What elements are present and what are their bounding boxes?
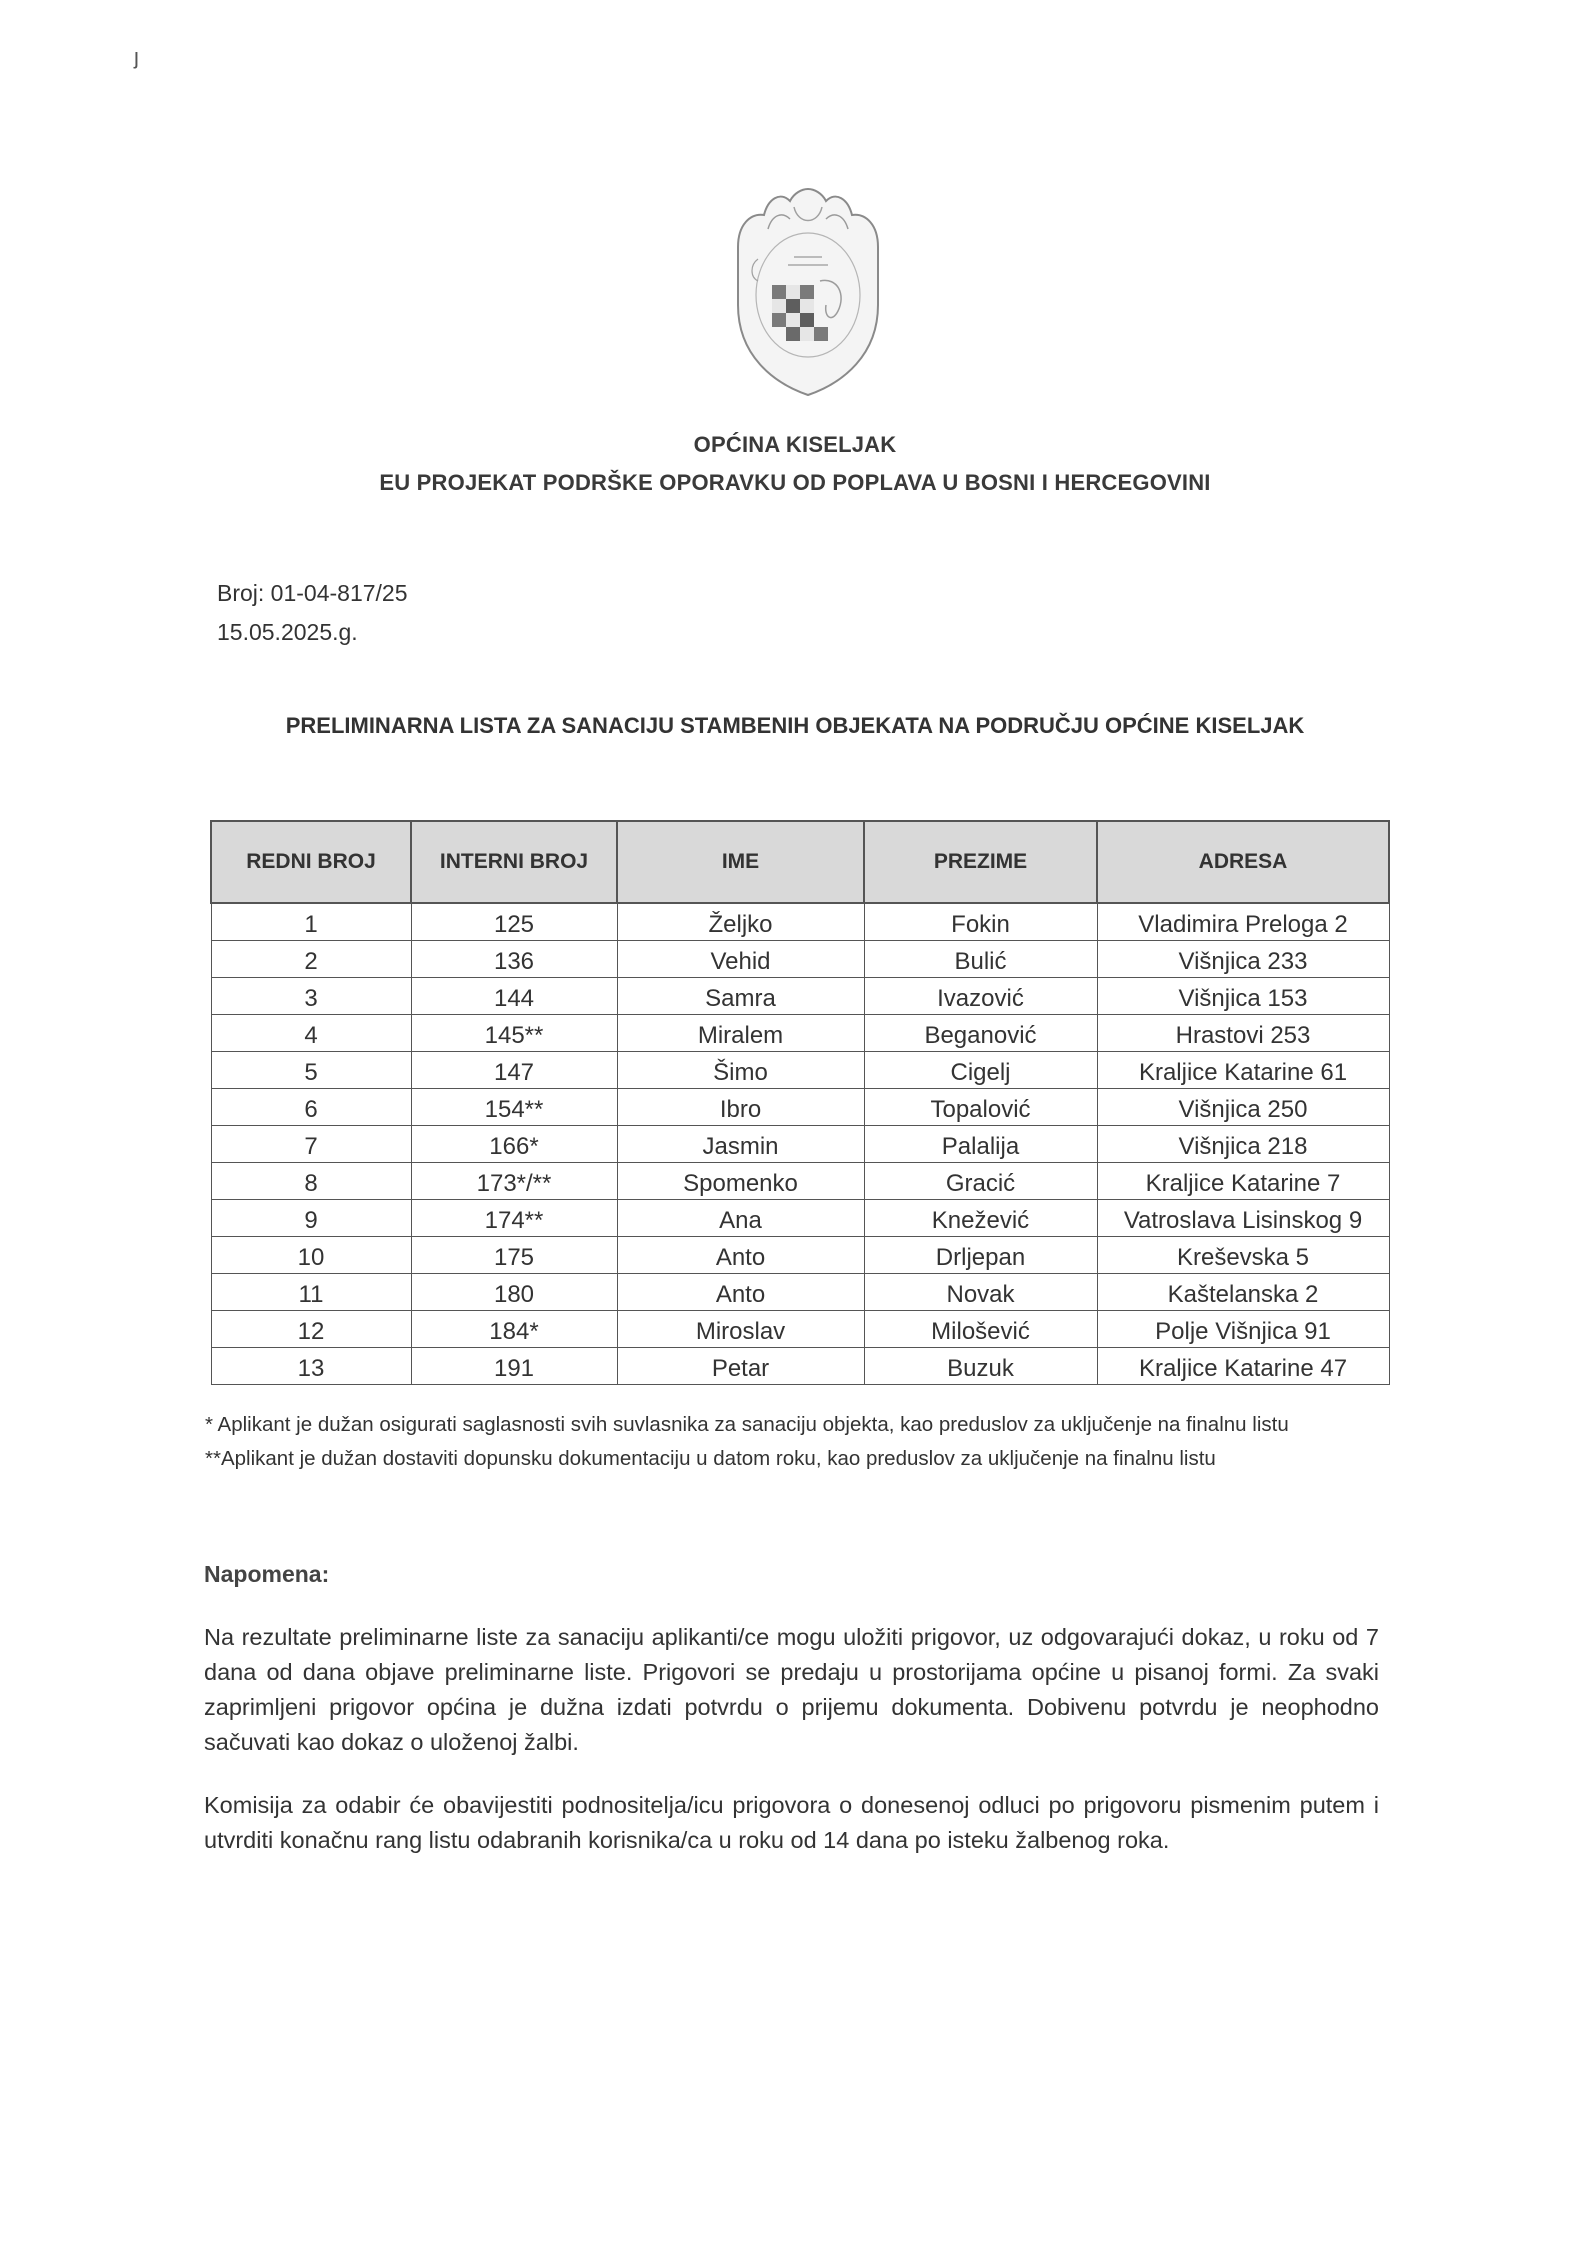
table-row — [211, 1126, 1389, 1163]
footnote-double-asterisk: **Aplikant je dužan dostaviti dopunsku dokumentaciju u datom roku, kao preduslov za uključenje na finalnu listu — [205, 1447, 1216, 1470]
table-row — [211, 1311, 1389, 1348]
cell-interni-broj: 125 — [411, 903, 617, 941]
cell-prezime: Knežević — [864, 1200, 1097, 1237]
scan-mark: ȷ — [134, 44, 139, 69]
table-row — [211, 1274, 1389, 1311]
header-interni-broj: INTERNI BROJ — [411, 821, 617, 903]
cell-adresa: Kraljice Katarine 61 — [1097, 1052, 1389, 1089]
cell-prezime: Fokin — [864, 903, 1097, 941]
cell-adresa: Kaštelanska 2 — [1097, 1274, 1389, 1311]
reference-number: Broj: 01-04-817/25 — [217, 580, 408, 606]
cell-ime: Vehid — [617, 941, 864, 978]
cell-redni-broj: 5 — [211, 1052, 411, 1089]
cell-adresa: Hrastovi 253 — [1097, 1015, 1389, 1052]
cell-ime: Ana — [617, 1200, 864, 1237]
cell-redni-broj: 13 — [211, 1348, 411, 1385]
cell-prezime: Drljepan — [864, 1237, 1097, 1274]
table-row — [211, 1163, 1389, 1200]
header-redni-broj: REDNI BROJ — [211, 821, 411, 903]
cell-interni-broj: 147 — [411, 1052, 617, 1089]
cell-redni-broj: 7 — [211, 1126, 411, 1163]
cell-interni-broj: 191 — [411, 1348, 617, 1385]
cell-ime: Anto — [617, 1237, 864, 1274]
cell-ime: Šimo — [617, 1052, 864, 1089]
cell-adresa: Polje Višnjica 91 — [1097, 1311, 1389, 1348]
cell-redni-broj: 9 — [211, 1200, 411, 1237]
table-row — [211, 978, 1389, 1015]
cell-interni-broj: 175 — [411, 1237, 617, 1274]
table-row — [211, 1052, 1389, 1089]
napomena-paragraph-2: Komisija za odabir će obavijestiti podnositelja/icu prigovora o donesenoj odluci po prigovoru pismenim putem i utvrditi konačnu rang listu odabranih korisnika/ca u roku od 14 dana po isteku žalbenog roka. — [204, 1792, 1379, 1853]
cell-interni-broj: 180 — [411, 1274, 617, 1311]
cell-redni-broj: 2 — [211, 941, 411, 978]
municipality-name: OPĆINA KISELJAK — [693, 432, 897, 457]
cell-adresa: Višnjica 218 — [1097, 1126, 1389, 1163]
cell-ime: Željko — [617, 903, 864, 941]
cell-adresa: Višnjica 250 — [1097, 1089, 1389, 1126]
cell-adresa: Vladimira Preloga 2 — [1097, 903, 1389, 941]
cell-ime: Anto — [617, 1274, 864, 1311]
cell-interni-broj: 166* — [411, 1126, 617, 1163]
preliminary-list-table — [210, 820, 1390, 1385]
cell-interni-broj: 136 — [411, 941, 617, 978]
cell-ime: Miroslav — [617, 1311, 864, 1348]
cell-adresa: Višnjica 153 — [1097, 978, 1389, 1015]
footnotes — [205, 1412, 1375, 1480]
cell-interni-broj: 174** — [411, 1200, 617, 1237]
cell-adresa: Višnjica 233 — [1097, 941, 1389, 978]
footnote-single-asterisk: * Aplikant je dužan osigurati saglasnosti svih suvlasnika za sanaciju objekta, kao preduslov za uključenje na finalnu listu — [205, 1413, 1289, 1436]
cell-ime: Petar — [617, 1348, 864, 1385]
cell-ime: Jasmin — [617, 1126, 864, 1163]
cell-redni-broj: 3 — [211, 978, 411, 1015]
table-row — [211, 1200, 1389, 1237]
cell-adresa: Kraljice Katarine 47 — [1097, 1348, 1389, 1385]
cell-adresa: Vatroslava Lisinskog 9 — [1097, 1200, 1389, 1237]
cell-redni-broj: 10 — [211, 1237, 411, 1274]
cell-ime: Samra — [617, 978, 864, 1015]
table-row — [211, 941, 1389, 978]
header-ime: IME — [617, 821, 864, 903]
document-date: 15.05.2025.g. — [217, 619, 358, 645]
project-name: EU PROJEKAT PODRŠKE OPORAVKU OD POPLAVA U BOSNI I HERCEGOVINI — [379, 470, 1211, 495]
cell-prezime: Topalović — [864, 1089, 1097, 1126]
napomena-heading: Napomena: — [204, 1561, 330, 1587]
table-row — [211, 1237, 1389, 1274]
document-title: PRELIMINARNA LISTA ZA SANACIJU STAMBENIH OBJEKATA NA PODRUČJU OPĆINE KISELJAK — [285, 713, 1305, 738]
cell-interni-broj: 144 — [411, 978, 617, 1015]
header-adresa: ADRESA — [1097, 821, 1389, 903]
cell-ime: Spomenko — [617, 1163, 864, 1200]
cell-prezime: Gracić — [864, 1163, 1097, 1200]
cell-redni-broj: 11 — [211, 1274, 411, 1311]
cell-prezime: Milošević — [864, 1311, 1097, 1348]
cell-prezime: Buzuk — [864, 1348, 1097, 1385]
cell-prezime: Palalija — [864, 1126, 1097, 1163]
cell-interni-broj: 184* — [411, 1311, 617, 1348]
cell-redni-broj: 1 — [211, 903, 411, 941]
cell-prezime: Cigelj — [864, 1052, 1097, 1089]
cell-ime: Miralem — [617, 1015, 864, 1052]
cell-redni-broj: 12 — [211, 1311, 411, 1348]
cell-redni-broj: 4 — [211, 1015, 411, 1052]
cell-redni-broj: 6 — [211, 1089, 411, 1126]
cell-prezime: Bulić — [864, 941, 1097, 978]
table-row — [211, 1089, 1389, 1126]
cell-prezime: Beganović — [864, 1015, 1097, 1052]
napomena-paragraph-1: Na rezultate preliminarne liste za sanaciju aplikanti/ce mogu uložiti prigovor, uz odgovarajući dokaz, u roku od 7 dana od dana objave preliminarne liste. Prigovori se predaju u prostorijama općine u pisanoj formi. Za svaki zaprimljeni prigovor općina je dužna izdati potvrdu o prijemu dokumenta. Dobivenu potvrdu je neophodno sačuvati kao dokaz o uloženoj žalbi. — [204, 1624, 1379, 1755]
cell-redni-broj: 8 — [211, 1163, 411, 1200]
table-row — [211, 1348, 1389, 1385]
cell-interni-broj: 145** — [411, 1015, 617, 1052]
header-prezime: PREZIME — [864, 821, 1097, 903]
municipal-coat-of-arms-icon — [728, 185, 888, 400]
cell-interni-broj: 154** — [411, 1089, 617, 1126]
table-row — [211, 1015, 1389, 1052]
cell-prezime: Novak — [864, 1274, 1097, 1311]
cell-interni-broj: 173*/** — [411, 1163, 617, 1200]
table-row — [211, 903, 1389, 941]
table-header-row — [211, 821, 1389, 903]
cell-adresa: Kraljice Katarine 7 — [1097, 1163, 1389, 1200]
cell-adresa: Kreševska 5 — [1097, 1237, 1389, 1274]
cell-ime: Ibro — [617, 1089, 864, 1126]
cell-prezime: Ivazović — [864, 978, 1097, 1015]
